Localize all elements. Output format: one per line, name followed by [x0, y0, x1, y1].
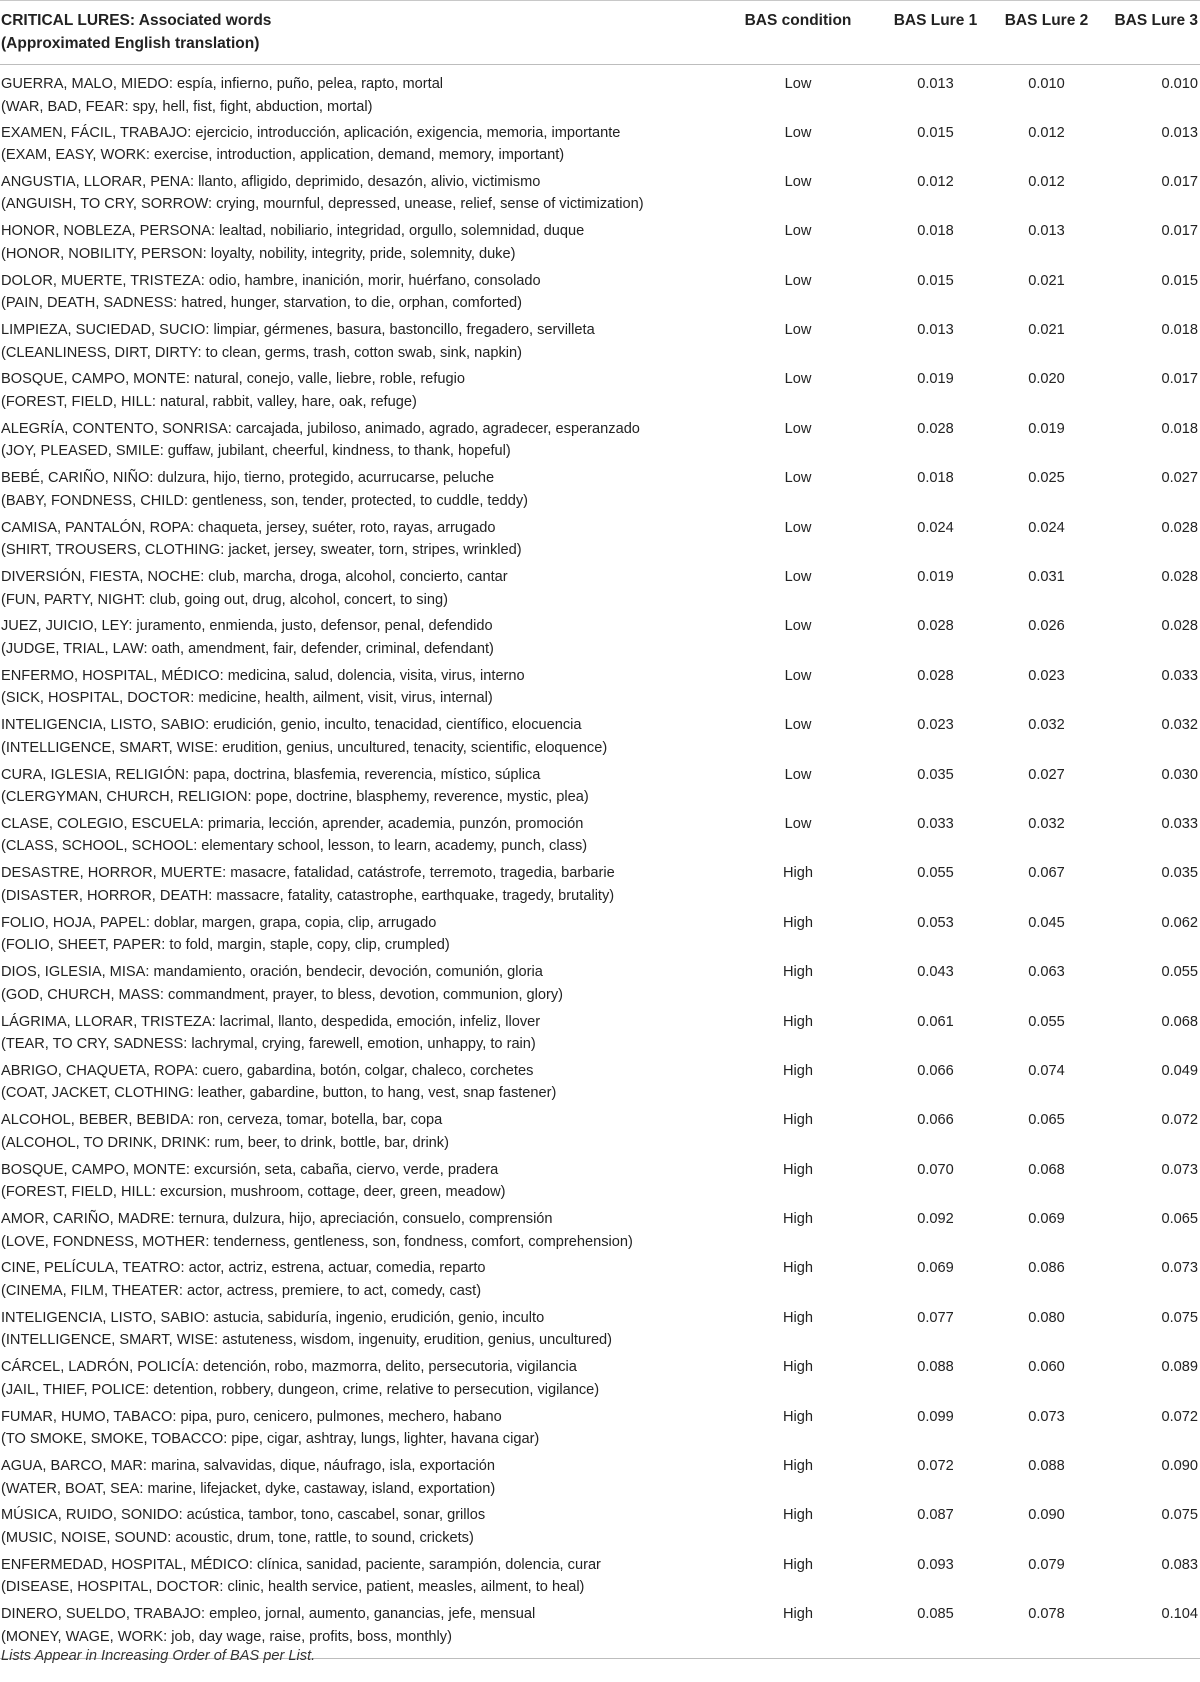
bas-condition-cell: High — [782, 914, 813, 931]
associated-words-cell — [0, 615, 718, 664]
associated-words-cell — [0, 1257, 718, 1306]
bas-lure-2-cell: 0.025 — [1028, 470, 1065, 487]
table-row — [0, 1109, 1200, 1158]
spanish-words: DOLOR, MUERTE, TRISTEZA: odio, hambre, inanición, morir, huérfano, consolado — [1, 272, 541, 289]
english-translation: (GOD, CHURCH, MASS: commandment, prayer, to bless, devotion, communion, glory) — [1, 986, 564, 1003]
bas-lure-2-cell: 0.032 — [1028, 717, 1065, 734]
bas-condition-cell: High — [782, 964, 813, 981]
associated-words-cell — [0, 1455, 718, 1504]
bas-lure-1-cell: 0.069 — [917, 1260, 954, 1277]
bas-lure-1-cell: 0.072 — [917, 1458, 954, 1475]
bas-lure-3-cell: 0.104 — [1100, 1603, 1200, 1658]
table-row — [0, 122, 1200, 171]
bas-lure-2-cell: 0.021 — [1028, 322, 1065, 339]
bas-lure-1-cell: 0.077 — [917, 1309, 954, 1326]
bas-condition-cell: Low — [784, 569, 812, 586]
english-translation: (MONEY, WAGE, WORK: job, day wage, raise, profits, boss, monthly) — [1, 1628, 452, 1645]
bas-condition-cell: High — [782, 1013, 813, 1030]
spanish-words: GUERRA, MALO, MIEDO: espía, infierno, puño, pelea, rapto, mortal — [1, 76, 444, 92]
associated-words-cell — [0, 764, 718, 813]
bas-lure-2-cell: 0.090 — [1028, 1507, 1065, 1524]
table-row — [0, 220, 1200, 269]
bas-lure-1-cell: 0.087 — [917, 1507, 954, 1524]
bas-condition-cell: High — [782, 1161, 813, 1178]
bas-lure-2-cell: 0.020 — [1028, 371, 1065, 388]
english-translation: (SHIRT, TROUSERS, CLOTHING: jacket, jersey, sweater, torn, stripes, wrinkled) — [1, 542, 522, 559]
table-row — [0, 1159, 1200, 1208]
spanish-words: ENFERMEDAD, HOSPITAL, MÉDICO: clínica, sanidad, paciente, sarampión, dolencia, curar — [1, 1556, 601, 1573]
bas-condition-cell: High — [782, 1458, 813, 1475]
spanish-words: ALEGRÍA, CONTENTO, SONRISA: carcajada, jubiloso, animado, agrado, agradecer, esperanzado — [1, 420, 640, 437]
associated-words-cell — [0, 813, 718, 862]
bas-condition-cell: High — [782, 865, 813, 882]
table-row — [0, 1554, 1200, 1603]
associated-words-cell — [0, 220, 718, 269]
bas-lure-2-cell: 0.012 — [1028, 124, 1065, 141]
bas-lure-3-cell: 0.072 — [1161, 1408, 1198, 1425]
english-translation: (FOLIO, SHEET, PAPER: to fold, margin, staple, copy, clip, crumpled) — [1, 937, 450, 954]
spanish-words: ABRIGO, CHAQUETA, ROPA: cuero, gabardina, botón, colgar, chaleco, corchetes — [1, 1062, 534, 1079]
bas-lure-2-cell: 0.069 — [1028, 1211, 1065, 1228]
spanish-words: FOLIO, HOJA, PAPEL: doblar, margen, grapa, copia, clip, arrugado — [1, 914, 437, 931]
bas-lure-2-cell: 0.019 — [1028, 420, 1065, 437]
bas-lure-3-cell: 0.073 — [1161, 1161, 1198, 1178]
header-bas-lure-3: BAS Lure 3 — [1100, 1, 1200, 65]
spanish-words: CAMISA, PANTALÓN, ROPA: chaqueta, jersey, suéter, roto, rayas, arrugado — [1, 519, 496, 536]
bas-lure-2-cell: 0.060 — [1028, 1359, 1065, 1376]
bas-lure-2-cell: 0.023 — [1028, 667, 1065, 684]
bas-condition-cell: Low — [784, 223, 812, 240]
bas-lure-1-cell: 0.043 — [917, 964, 954, 981]
associated-words-cell — [0, 1208, 718, 1257]
associated-words-cell — [0, 1109, 718, 1158]
associated-words-cell — [0, 1504, 718, 1553]
bas-lure-2-cell: 0.024 — [1028, 519, 1065, 536]
table-row — [0, 764, 1200, 813]
table-row — [0, 65, 1200, 122]
bas-lure-2-cell: 0.078 — [993, 1603, 1100, 1658]
table-header — [0, 1, 1200, 65]
english-translation: (EXAM, EASY, WORK: exercise, introduction, application, demand, memory, important) — [1, 147, 565, 163]
english-translation: (FOREST, FIELD, HILL: natural, rabbit, valley, hare, oak, refuge) — [1, 393, 417, 410]
associated-words-cell — [0, 368, 718, 417]
bas-lure-1-cell: 0.053 — [917, 914, 954, 931]
spanish-words: INTELIGENCIA, LISTO, SABIO: astucia, sabiduría, ingenio, erudición, genio, inculto — [1, 1309, 545, 1326]
bas-condition-cell: High — [782, 1062, 813, 1079]
english-translation: (BABY, FONDNESS, CHILD: gentleness, son, tender, protected, to cuddle, teddy) — [1, 492, 528, 509]
bas-lure-3-cell: 0.055 — [1161, 964, 1198, 981]
table-row — [0, 1504, 1200, 1553]
english-translation: (ALCOHOL, TO DRINK, DRINK: rum, beer, to drink, bottle, bar, drink) — [1, 1134, 449, 1151]
bas-lure-2-cell: 0.013 — [1028, 223, 1065, 240]
english-translation: (TO SMOKE, SMOKE, TOBACCO: pipe, cigar, ashtray, lungs, lighter, havana cigar) — [1, 1431, 540, 1448]
bas-lure-2-cell: 0.045 — [1028, 914, 1065, 931]
english-translation: (JOY, PLEASED, SMILE: guffaw, jubilant, cheerful, kindness, to thank, hopeful) — [1, 443, 511, 460]
english-translation: (LOVE, FONDNESS, MOTHER: tenderness, gentleness, son, fondness, comfort, comprehension) — [1, 1233, 633, 1250]
associated-words-cell — [0, 862, 718, 911]
bas-lure-1-cell: 0.018 — [917, 223, 954, 240]
header-bas-condition: BAS condition — [718, 1, 878, 65]
associated-words-cell — [0, 1011, 718, 1060]
table-row — [0, 813, 1200, 862]
spanish-words: AMOR, CARIÑO, MADRE: ternura, dulzura, hijo, apreciación, consuelo, comprensión — [1, 1211, 553, 1228]
bas-lure-1-cell: 0.028 — [917, 667, 954, 684]
bas-lure-2-cell: 0.063 — [1028, 964, 1065, 981]
bas-lure-3-cell: 0.072 — [1161, 1112, 1198, 1129]
table-row — [0, 862, 1200, 911]
header-words-line1: CRITICAL LURES: Associated words — [1, 12, 272, 29]
table-row — [0, 1307, 1200, 1356]
bas-lure-2-cell: 0.032 — [1028, 815, 1065, 832]
bas-lure-3-cell: 0.075 — [1161, 1309, 1198, 1326]
bas-lure-1-cell: 0.013 — [917, 322, 954, 339]
table-row — [0, 1455, 1200, 1504]
table-row — [0, 467, 1200, 516]
bas-lure-3-cell: 0.033 — [1161, 667, 1198, 684]
spanish-words: JUEZ, JUICIO, LEY: juramento, enmienda, justo, defensor, penal, defendido — [1, 618, 493, 635]
associated-words-cell — [0, 122, 718, 171]
bas-lure-3-cell: 0.028 — [1161, 618, 1198, 635]
bas-lure-1-cell: 0.028 — [917, 618, 954, 635]
table-body — [0, 65, 1200, 1659]
table-row — [0, 1257, 1200, 1306]
bas-lure-3-cell: 0.089 — [1161, 1359, 1198, 1376]
bas-condition-cell: Low — [784, 272, 812, 289]
bas-condition-cell: Low — [784, 173, 812, 190]
spanish-words: EXAMEN, FÁCIL, TRABAJO: ejercicio, introducción, aplicación, exigencia, memoria, importante — [1, 124, 621, 141]
bas-lure-3-cell: 0.062 — [1161, 914, 1198, 931]
bas-condition-cell: Low — [784, 124, 812, 141]
bas-lure-3-cell: 0.010 — [1161, 76, 1198, 92]
spanish-words: DIOS, IGLESIA, MISA: mandamiento, oración, bendecir, devoción, comunión, gloria — [1, 964, 543, 981]
english-translation: (DISEASE, HOSPITAL, DOCTOR: clinic, health service, patient, measles, ailment, to heal) — [1, 1579, 585, 1596]
bas-lure-1-cell: 0.085 — [878, 1603, 993, 1658]
table-row — [0, 171, 1200, 220]
english-translation: (FOREST, FIELD, HILL: excursion, mushroom, cottage, deer, green, meadow) — [1, 1184, 506, 1201]
bas-lure-1-cell: 0.028 — [917, 420, 954, 437]
bas-condition-cell: Low — [784, 420, 812, 437]
bas-lure-1-cell: 0.035 — [917, 766, 954, 783]
spanish-words: ENFERMO, HOSPITAL, MÉDICO: medicina, salud, dolencia, visita, virus, interno — [1, 667, 525, 684]
bas-condition-cell: High — [782, 1309, 813, 1326]
associated-words-cell — [0, 961, 718, 1010]
english-translation: (DISASTER, HORROR, DEATH: massacre, fatality, catastrophe, earthquake, tragedy, brutality) — [1, 887, 615, 904]
bas-condition-cell: Low — [784, 667, 812, 684]
spanish-words: BOSQUE, CAMPO, MONTE: natural, conejo, valle, liebre, roble, refugio — [1, 371, 465, 388]
bas-lure-1-cell: 0.092 — [917, 1211, 954, 1228]
spanish-words: ANGUSTIA, LLORAR, PENA: llanto, afligido, deprimido, desazón, alivio, victimismo — [1, 173, 541, 190]
bas-lure-1-cell: 0.015 — [917, 272, 954, 289]
bas-lure-2-cell: 0.065 — [1028, 1112, 1065, 1129]
bas-lure-3-cell: 0.083 — [1161, 1556, 1198, 1573]
english-translation: (INTELLIGENCE, SMART, WISE: erudition, genius, uncultured, tenacity, scientific, eloquence) — [1, 739, 608, 756]
bas-condition-cell: High — [782, 1260, 813, 1277]
english-translation: (JAIL, THIEF, POLICE: detention, robbery, dungeon, crime, relative to persecution, vigilance) — [1, 1381, 600, 1398]
bas-lure-2-cell: 0.068 — [1028, 1161, 1065, 1178]
bas-condition-cell: High — [782, 1556, 813, 1573]
spanish-words: LIMPIEZA, SUCIEDAD, SUCIO: limpiar, gérmenes, basura, bastoncillo, fregadero, servilleta — [1, 322, 595, 339]
table-row — [0, 961, 1200, 1010]
bas-condition-cell: High — [782, 1359, 813, 1376]
spanish-words: CINE, PELÍCULA, TEATRO: actor, actriz, estrena, actuar, comedia, reparto — [1, 1260, 486, 1277]
associated-words-cell — [0, 517, 718, 566]
bas-lure-1-cell: 0.013 — [917, 76, 954, 92]
bas-lure-2-cell: 0.086 — [1028, 1260, 1065, 1277]
table-row — [0, 1060, 1200, 1109]
english-translation: (WAR, BAD, FEAR: spy, hell, fist, fight, abduction, mortal) — [1, 98, 373, 115]
table-row — [0, 270, 1200, 319]
bas-lure-1-cell: 0.019 — [917, 371, 954, 388]
associated-words-cell — [0, 912, 718, 961]
bas-lure-1-cell: 0.061 — [917, 1013, 954, 1030]
header-bas-lure-2: BAS Lure 2 — [993, 1, 1100, 65]
table-row — [0, 714, 1200, 763]
header-bas-lure-1: BAS Lure 1 — [878, 1, 993, 65]
bas-condition-cell: Low — [784, 766, 812, 783]
english-translation: (CLERGYMAN, CHURCH, RELIGION: pope, doctrine, blasphemy, reverence, mystic, plea) — [1, 789, 589, 806]
english-translation: (JUDGE, TRIAL, LAW: oath, amendment, fair, defender, criminal, defendant) — [1, 640, 494, 657]
bas-condition-cell: High — [782, 1211, 813, 1228]
bas-lure-2-cell: 0.067 — [1028, 865, 1065, 882]
bas-lure-3-cell: 0.018 — [1161, 322, 1198, 339]
table-row — [0, 1406, 1200, 1455]
bas-lure-3-cell: 0.030 — [1161, 766, 1198, 783]
bas-lure-1-cell: 0.055 — [917, 865, 954, 882]
bas-condition-cell: Low — [784, 519, 812, 536]
spanish-words: FUMAR, HUMO, TABACO: pipa, puro, cenicero, pulmones, mechero, habano — [1, 1408, 502, 1425]
table-row — [0, 615, 1200, 664]
spanish-words: ALCOHOL, BEBER, BEBIDA: ron, cerveza, tomar, botella, bar, copa — [1, 1112, 443, 1129]
bas-lure-1-cell: 0.024 — [917, 519, 954, 536]
bas-lure-3-cell: 0.032 — [1161, 717, 1198, 734]
associated-words-cell — [0, 1406, 718, 1455]
bas-condition-cell: Low — [784, 470, 812, 487]
bas-lure-1-cell: 0.015 — [917, 124, 954, 141]
associated-words-cell — [0, 1159, 718, 1208]
bas-lure-1-cell: 0.088 — [917, 1359, 954, 1376]
bas-lure-2-cell: 0.073 — [1028, 1408, 1065, 1425]
spanish-words: INTELIGENCIA, LISTO, SABIO: erudición, genio, inculto, tenacidad, científico, elocuencia — [1, 717, 582, 734]
bas-lure-2-cell: 0.026 — [1028, 618, 1065, 635]
bas-condition-cell: Low — [784, 76, 812, 92]
bas-condition-cell: Low — [784, 371, 812, 388]
bas-lure-1-cell: 0.012 — [917, 173, 954, 190]
bas-lure-3-cell: 0.013 — [1161, 124, 1198, 141]
associated-words-cell — [0, 665, 718, 714]
bas-lure-3-cell: 0.075 — [1161, 1507, 1198, 1524]
bas-lure-1-cell: 0.023 — [917, 717, 954, 734]
english-translation: (PAIN, DEATH, SADNESS: hatred, hunger, starvation, to die, orphan, comforted) — [1, 295, 523, 312]
bas-lure-2-cell: 0.012 — [1028, 173, 1065, 190]
bas-lure-3-cell: 0.028 — [1161, 519, 1198, 536]
english-translation: (TEAR, TO CRY, SADNESS: lachrymal, crying, farewell, emotion, unhappy, to rain) — [1, 1036, 536, 1053]
bas-lure-3-cell: 0.090 — [1161, 1458, 1198, 1475]
table-row — [0, 1011, 1200, 1060]
spanish-words: BOSQUE, CAMPO, MONTE: excursión, seta, cabaña, ciervo, verde, pradera — [1, 1161, 499, 1178]
bas-lure-2-cell: 0.074 — [1028, 1062, 1065, 1079]
table-row — [0, 1208, 1200, 1257]
header-critical-lures — [0, 1, 718, 65]
associated-words-cell — [0, 566, 718, 615]
associated-words-cell — [0, 1554, 718, 1603]
spanish-words: CLASE, COLEGIO, ESCUELA: primaria, lección, aprender, academia, punzón, promoción — [1, 815, 584, 832]
english-translation: (INTELLIGENCE, SMART, WISE: astuteness, wisdom, ingenuity, erudition, genius, uncultured) — [1, 1332, 613, 1349]
bas-lure-1-cell: 0.033 — [917, 815, 954, 832]
spanish-words: AGUA, BARCO, MAR: marina, salvavidas, dique, náufrago, isla, exportación — [1, 1458, 495, 1475]
bas-lure-2-cell: 0.080 — [1028, 1309, 1065, 1326]
associated-words-cell — [0, 1307, 718, 1356]
english-translation: (CLASS, SCHOOL, SCHOOL: elementary school, lesson, to learn, academy, punch, class) — [1, 838, 588, 855]
english-translation: (WATER, BOAT, SEA: marine, lifejacket, dyke, castaway, island, exportation) — [1, 1480, 496, 1497]
associated-words-cell — [0, 714, 718, 763]
bas-lure-1-cell: 0.066 — [917, 1112, 954, 1129]
bas-lure-2-cell: 0.088 — [1028, 1458, 1065, 1475]
bas-condition-cell: Low — [784, 322, 812, 339]
bas-lure-1-cell: 0.093 — [917, 1556, 954, 1573]
bas-lure-1-cell: 0.066 — [917, 1062, 954, 1079]
bas-lure-3-cell: 0.027 — [1161, 470, 1198, 487]
english-translation: (CINEMA, FILM, THEATER: actor, actress, premiere, to act, comedy, cast) — [1, 1282, 482, 1299]
bas-lure-3-cell: 0.033 — [1161, 815, 1198, 832]
spanish-words: CURA, IGLESIA, RELIGIÓN: papa, doctrina, blasfemia, reverencia, místico, súplica — [1, 766, 541, 783]
bas-lure-3-cell: 0.068 — [1161, 1013, 1198, 1030]
bas-lure-2-cell: 0.079 — [1028, 1556, 1065, 1573]
bas-lure-1-cell: 0.019 — [917, 569, 954, 586]
english-translation: (HONOR, NOBILITY, PERSON: loyalty, nobility, integrity, pride, solemnity, duke) — [1, 245, 516, 262]
bas-lure-3-cell: 0.028 — [1161, 569, 1198, 586]
english-translation: (CLEANLINESS, DIRT, DIRTY: to clean, germs, trash, cotton swab, sink, napkin) — [1, 344, 522, 361]
bas-lure-2-cell: 0.010 — [1028, 76, 1065, 92]
table-row — [0, 368, 1200, 417]
bas-lure-2-cell: 0.021 — [1028, 272, 1065, 289]
bas-condition-cell: Low — [784, 618, 812, 635]
bas-lure-3-cell: 0.018 — [1161, 420, 1198, 437]
bas-condition-cell: Low — [784, 815, 812, 832]
spanish-words: BEBÉ, CARIÑO, NIÑO: dulzura, hijo, tierno, protegido, acurrucarse, peluche — [1, 470, 495, 487]
associated-words-cell — [0, 270, 718, 319]
bas-lure-1-cell: 0.070 — [917, 1161, 954, 1178]
bas-lure-1-cell: 0.099 — [917, 1408, 954, 1425]
bas-lure-1-cell: 0.018 — [917, 470, 954, 487]
spanish-words: DINERO, SUELDO, TRABAJO: empleo, jornal, aumento, ganancias, jefe, mensual — [1, 1606, 536, 1623]
table-row — [0, 1356, 1200, 1405]
bas-condition-cell: High — [782, 1408, 813, 1425]
bas-lure-3-cell: 0.017 — [1161, 173, 1198, 190]
bas-lure-3-cell: 0.073 — [1161, 1260, 1198, 1277]
english-translation: (FUN, PARTY, NIGHT: club, going out, drug, alcohol, concert, to sing) — [1, 591, 448, 608]
bas-lure-3-cell: 0.049 — [1161, 1062, 1198, 1079]
spanish-words: LÁGRIMA, LLORAR, TRISTEZA: lacrimal, llanto, despedida, emoción, infeliz, llover — [1, 1013, 541, 1030]
spanish-words: DIVERSIÓN, FIESTA, NOCHE: club, marcha, droga, alcohol, concierto, cantar — [1, 569, 508, 586]
bas-lure-2-cell: 0.027 — [1028, 766, 1065, 783]
associated-words-cell — [0, 65, 718, 122]
bas-lure-2-cell: 0.055 — [1028, 1013, 1065, 1030]
bas-lure-3-cell: 0.015 — [1161, 272, 1198, 289]
bas-lure-2-cell: 0.031 — [1028, 569, 1065, 586]
associated-words-cell — [0, 1060, 718, 1109]
spanish-words: DESASTRE, HORROR, MUERTE: masacre, fatalidad, catástrofe, terremoto, tragedia, barbarie — [1, 865, 615, 882]
table-row — [0, 319, 1200, 368]
bas-condition-cell: High — [718, 1603, 878, 1658]
table-row — [0, 665, 1200, 714]
bas-lure-3-cell: 0.017 — [1161, 371, 1198, 388]
spanish-words: MÚSICA, RUIDO, SONIDO: acústica, tambor, tono, cascabel, sonar, grillos — [1, 1507, 486, 1524]
associated-words-cell — [0, 319, 718, 368]
bas-condition-cell: High — [782, 1112, 813, 1129]
table-footnote: Lists Appear in Increasing Order of BAS per List. — [1, 1648, 316, 1664]
table-row — [0, 418, 1200, 467]
table-row — [0, 912, 1200, 961]
bas-lure-3-cell: 0.035 — [1161, 865, 1198, 882]
bas-lure-3-cell: 0.065 — [1161, 1211, 1198, 1228]
english-translation: (ANGUISH, TO CRY, SORROW: crying, mournful, depressed, unease, relief, sense of victimization) — [1, 196, 644, 213]
header-words-line2: (Approximated English translation) — [1, 35, 260, 52]
associated-words-cell — [0, 467, 718, 516]
bas-lure-3-cell: 0.017 — [1161, 223, 1198, 240]
associated-words-cell — [0, 171, 718, 220]
associated-words-cell — [0, 418, 718, 467]
bas-condition-cell: High — [782, 1507, 813, 1524]
bas-condition-cell: Low — [784, 717, 812, 734]
table-row — [0, 566, 1200, 615]
spanish-words: CÁRCEL, LADRÓN, POLICÍA: detención, robo, mazmorra, delito, persecutoria, vigilancia — [1, 1359, 577, 1376]
english-translation: (COAT, JACKET, CLOTHING: leather, gabardine, button, to hang, vest, snap fastener) — [1, 1085, 557, 1102]
spanish-words: HONOR, NOBLEZA, PERSONA: lealtad, nobiliario, integridad, orgullo, solemnidad, duque — [1, 223, 585, 240]
english-translation: (MUSIC, NOISE, SOUND: acoustic, drum, tone, rattle, to sound, crickets) — [1, 1529, 474, 1546]
english-translation: (SICK, HOSPITAL, DOCTOR: medicine, health, ailment, visit, virus, internal) — [1, 690, 493, 707]
table-row — [0, 517, 1200, 566]
associated-words-cell — [0, 1356, 718, 1405]
